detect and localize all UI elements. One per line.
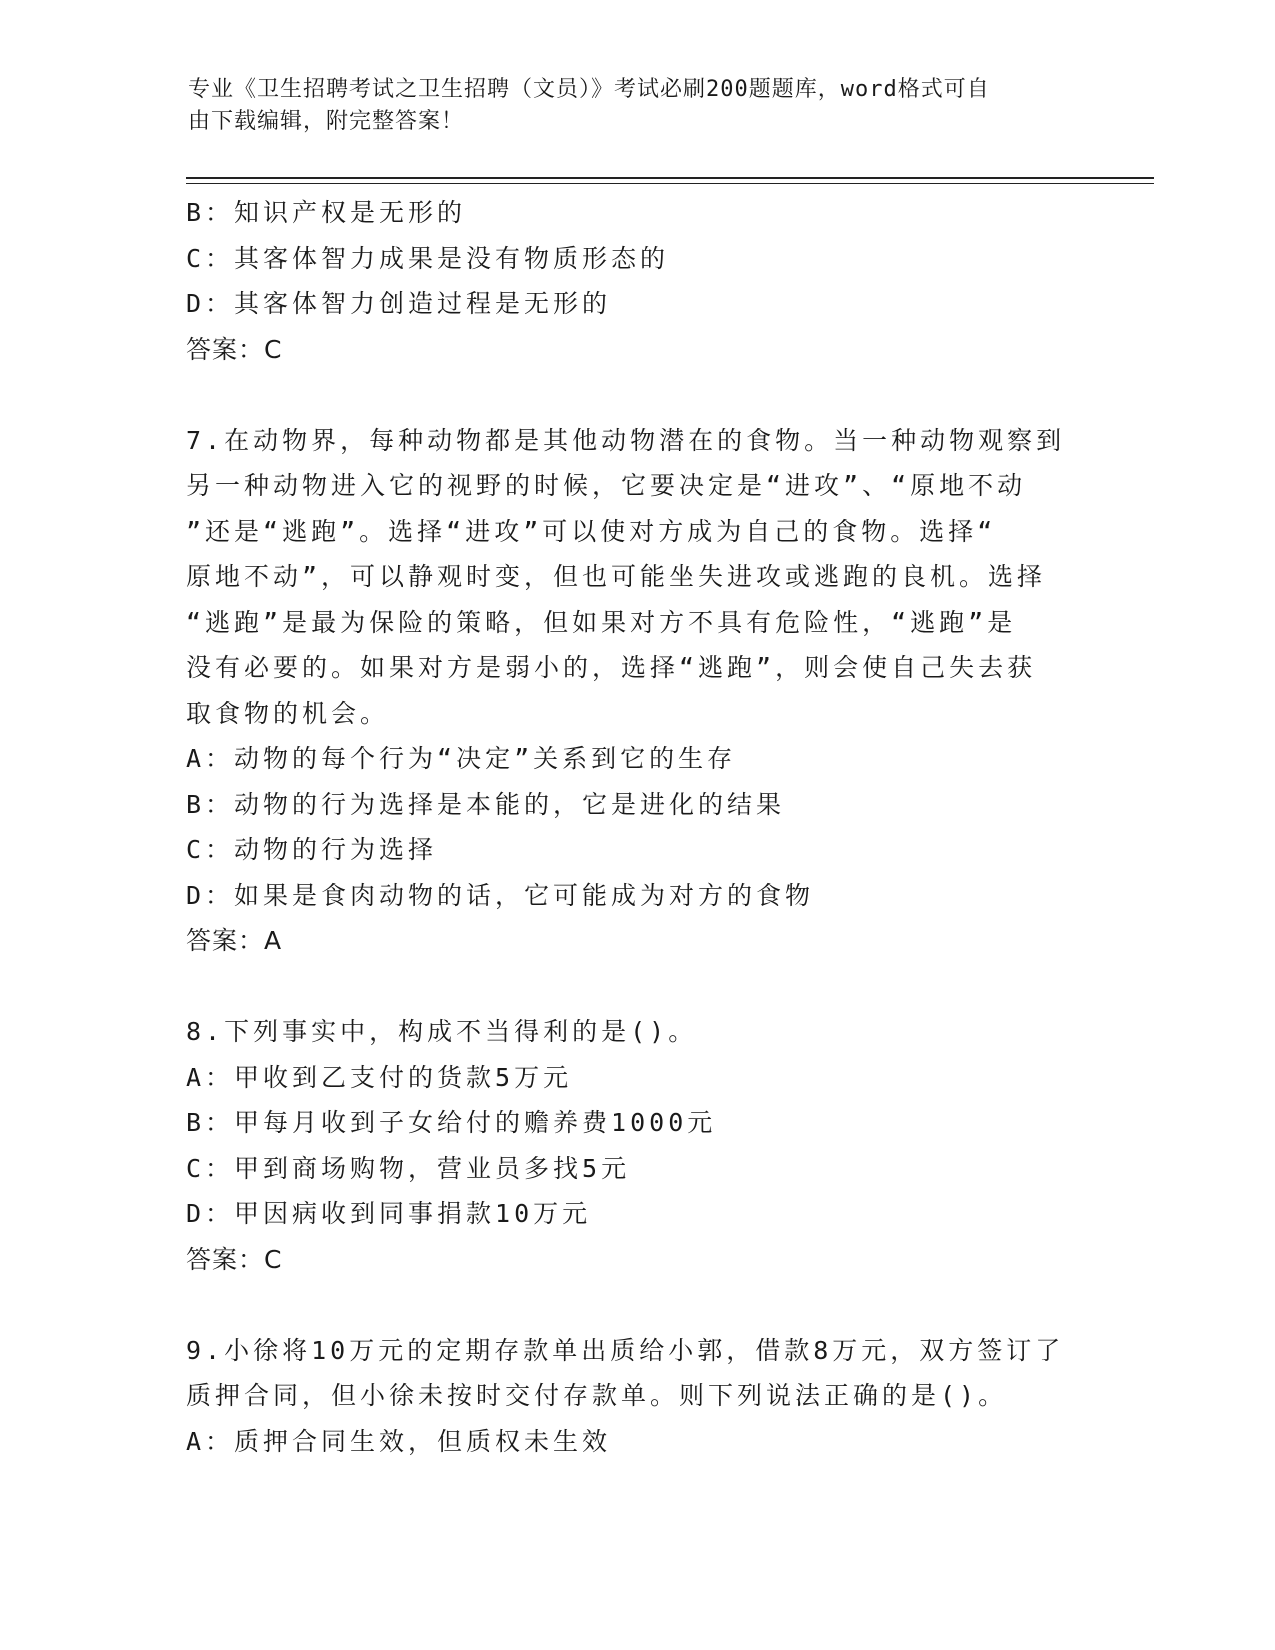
q6-option-b: B：知识产权是无形的 <box>186 198 467 227</box>
q9-stem-line: 9.小徐将10万元的定期存款单出质给小郭，借款8万元，双方签订了 <box>186 1335 1065 1365</box>
q7-option-b: B：动物的行为选择是本能的，它是进化的结果 <box>186 789 786 819</box>
q6-option-d: D：其客体智力创造过程是无形的 <box>186 289 612 318</box>
q9-option-a: A：质押合同生效，但质权未生效 <box>186 1426 612 1456</box>
q8-option-b: B：甲每月收到子女给付的赡养费1000元 <box>186 1108 717 1137</box>
q8-answer: 答案：C <box>186 1244 283 1274</box>
header-rule-thick <box>186 177 1154 179</box>
q8-stem: 8.下列事实中，构成不当得利的是()。 <box>186 1017 698 1046</box>
q7-option-c: C：动物的行为选择 <box>186 835 438 864</box>
spacer <box>186 372 1086 418</box>
q7-answer: 答案：A <box>186 926 283 955</box>
q8-option-d: D：甲因病收到同事捐款10万元 <box>186 1199 592 1228</box>
header-line-1: 专业《卫生招聘考试之卫生招聘（文员）》考试必刷200题题库，word格式可自 <box>188 77 990 102</box>
q8-option-c: C：甲到商场购物，营业员多找5元 <box>186 1153 631 1183</box>
header-rule-thin <box>186 183 1154 184</box>
q7-stem-line: 7.在动物界，每种动物都是其他动物潜在的食物。当一种动物观察到 <box>186 425 1066 455</box>
q8-option-a: A：甲收到乙支付的货款5万元 <box>186 1062 573 1092</box>
spacer <box>186 1282 1086 1328</box>
q6-answer: 答案：C <box>186 334 283 364</box>
question-body <box>186 190 1086 1464</box>
spacer <box>186 964 1086 1010</box>
q7-stem-line: 取食物的机会。 <box>186 698 390 728</box>
q7-option-a: A：动物的每个行为“决定”关系到它的生存 <box>186 744 737 773</box>
q7-option-d: D：如果是食肉动物的话，它可能成为对方的食物 <box>186 880 815 910</box>
q7-stem-line: 没有必要的。如果对方是弱小的，选择“逃跑”，则会使自己失去获 <box>186 653 1037 682</box>
q9-stem-line: 质押合同，但小徐未按时交付存款单。则下列说法正确的是()。 <box>186 1381 1008 1410</box>
q7-stem-line: “逃跑”是最为保险的策略，但如果对方不具有危险性，“逃跑”是 <box>186 607 1017 637</box>
q7-stem-line: 另一种动物进入它的视野的时候，它要决定是“进攻”、“原地不动 <box>186 471 1027 500</box>
q7-stem-line: 原地不动”，可以静观时变，但也可能坐失进攻或逃跑的良机。选择 <box>186 562 1047 591</box>
page-header <box>188 74 1068 138</box>
q6-option-c: C：其客体智力成果是没有物质形态的 <box>186 243 670 273</box>
header-line-2: 由下载编辑，附完整答案！ <box>188 109 465 134</box>
q7-stem-line: ”还是“逃跑”。选择“进攻”可以使对方成为自己的食物。选择“ <box>186 516 997 546</box>
